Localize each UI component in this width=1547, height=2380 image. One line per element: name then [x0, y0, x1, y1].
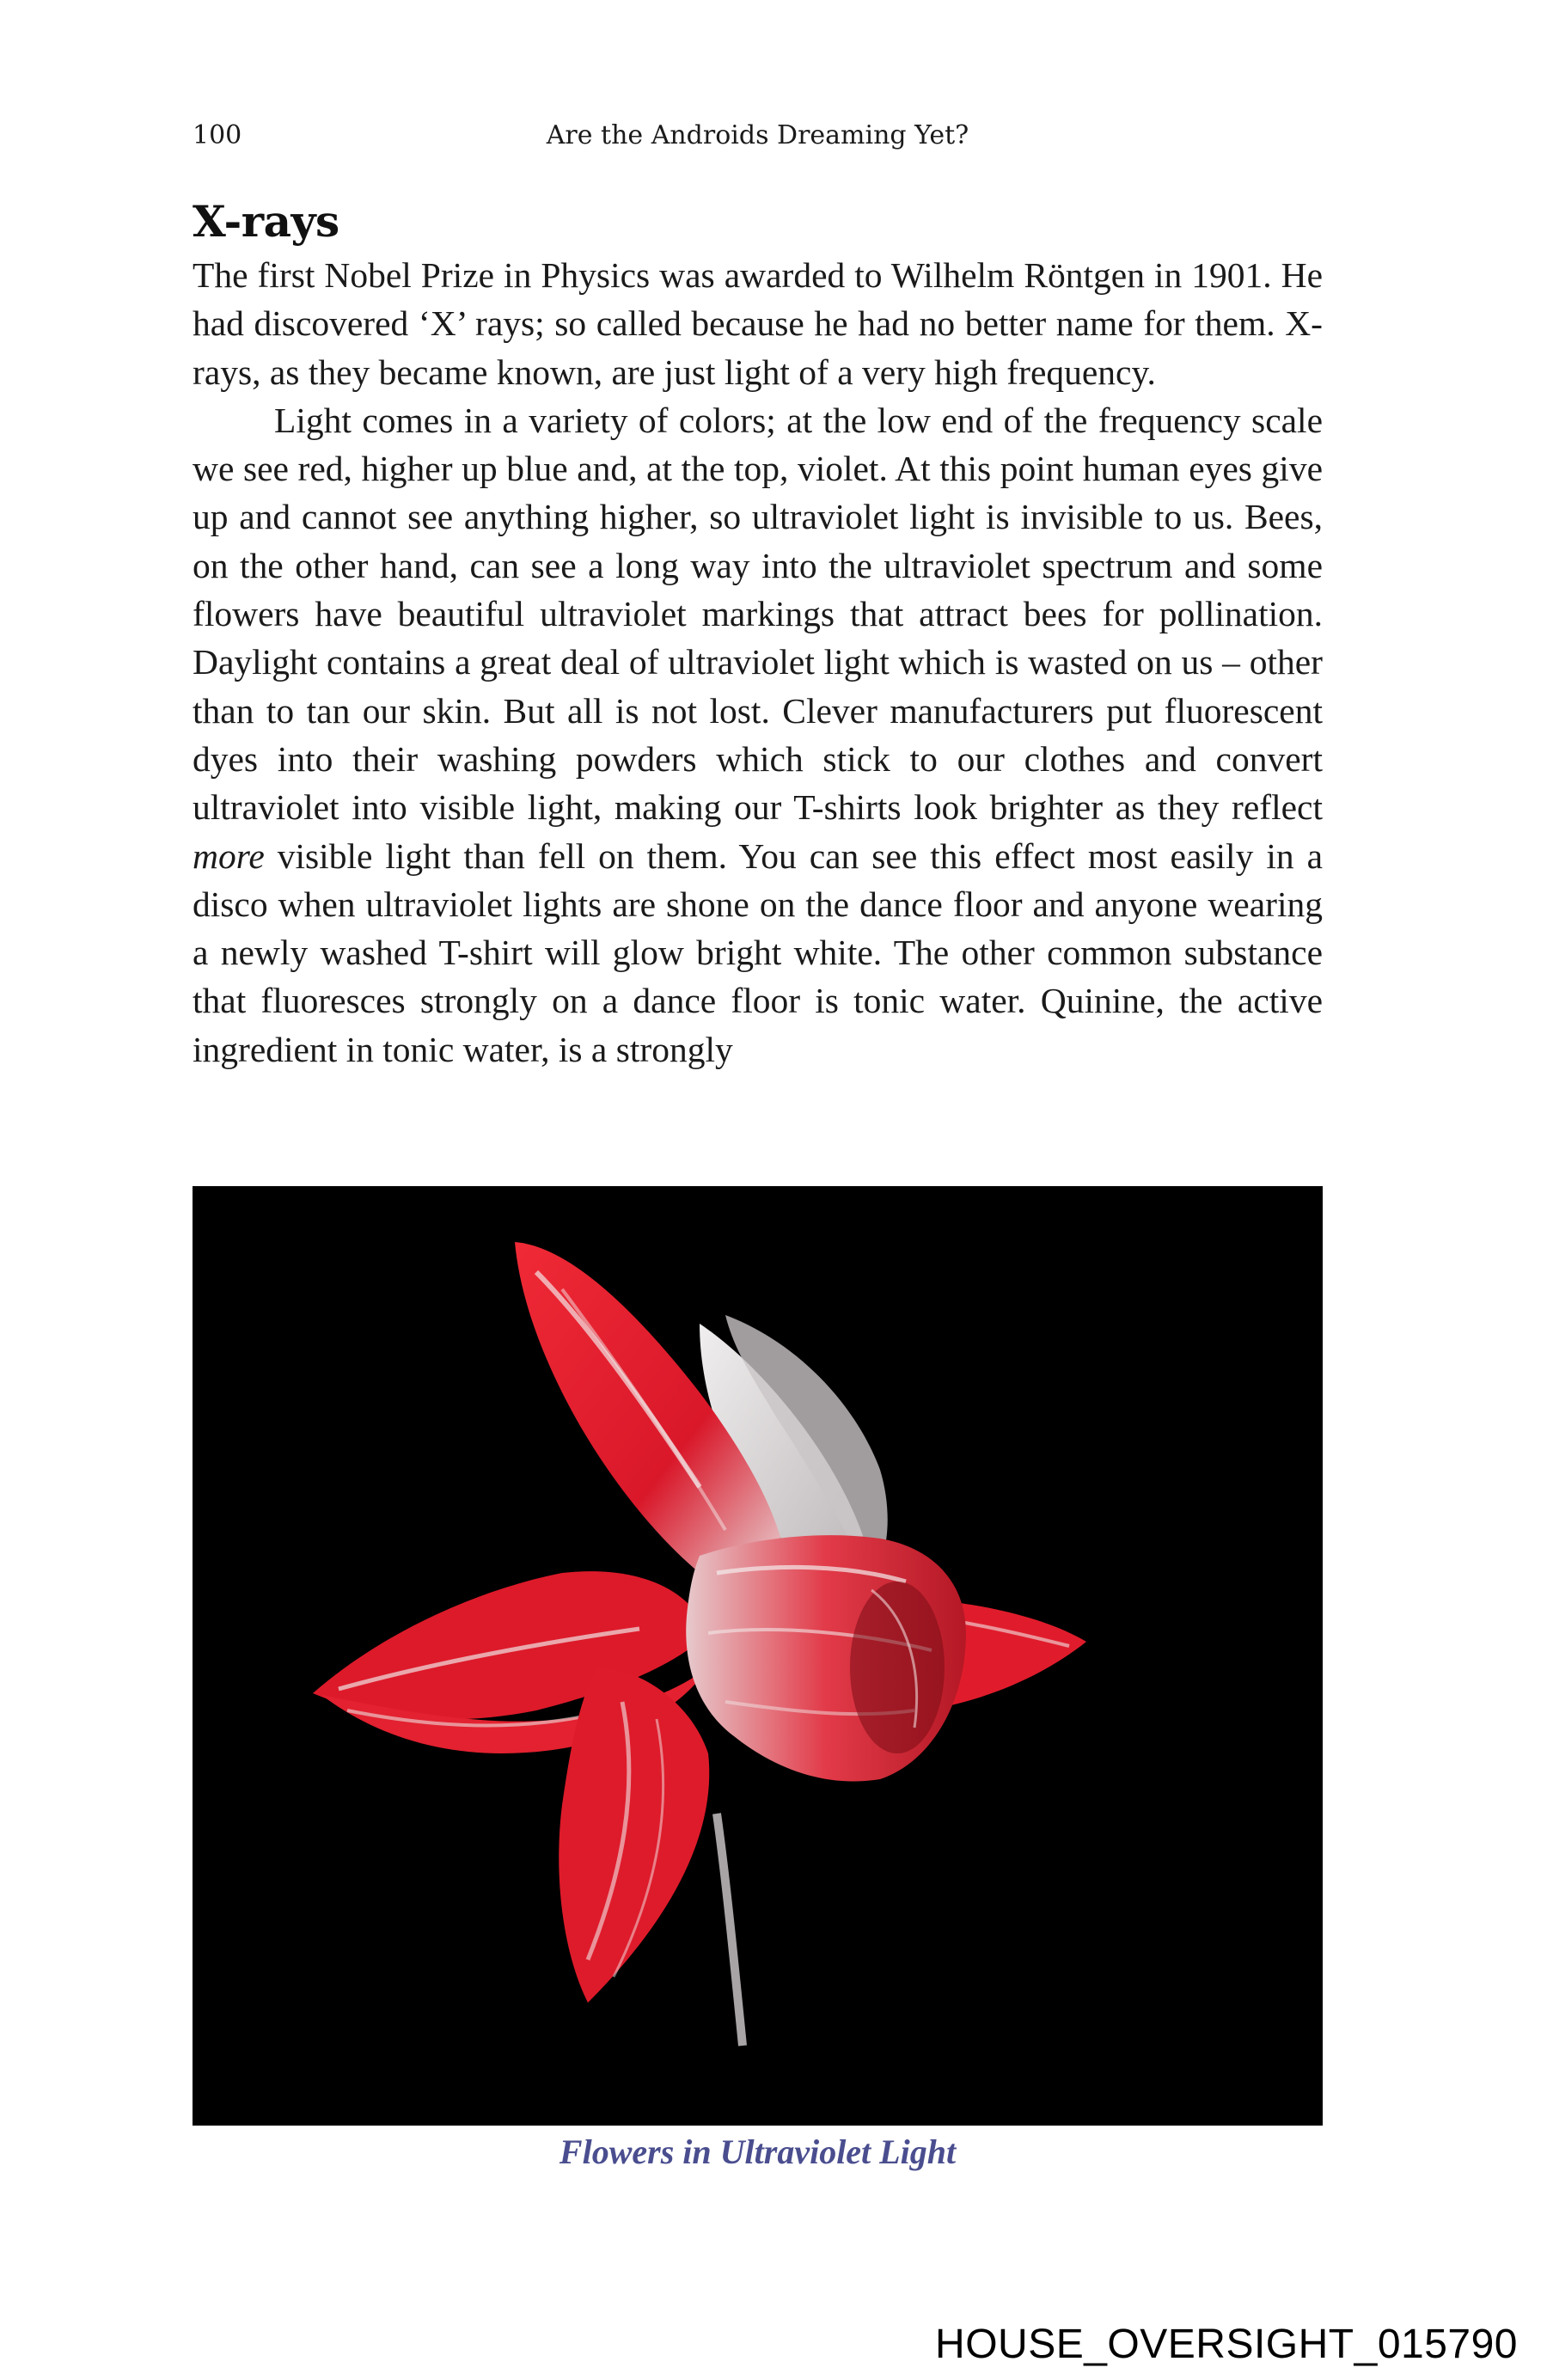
running-head [193, 120, 1323, 163]
bates-number: HOUSE_OVERSIGHT_015790 [935, 2322, 1518, 2367]
flower-illustration [193, 1186, 1323, 2126]
emphasis-more: more [193, 835, 265, 876]
paragraph-1: The first Nobel Prize in Physics was awarded to Wilhelm Röntgen in 1901. He had discovered ‘X’ rays; so called because he had no better name for them. X-rays, as they became known, are just light of a very high frequency. [193, 255, 1323, 392]
page-number: 100 [193, 120, 242, 150]
body-text [193, 251, 1323, 1074]
paragraph-2-text-start: Light comes in a variety of colors; at the low end of the frequency scale we see red, higher up blue and, at the top, violet. At this point human eyes give up and cannot see anything higher, so ultraviolet light is invisible to us. Bees, on the other hand, can see a long way into the ultraviolet spectrum and some flowers have beautiful ultraviolet markings that attract bees for pollination. Daylight contains a great deal of ultraviolet light which is wasted on us – other than to tan our skin. But all is not lost. Clever manufacturers put fluorescent dyes into their washing powders which stick to our clothes and convert ultraviolet into visible light, making our T-shirts look brighter as they reflect [193, 400, 1323, 828]
paragraph-2-text-end: visible light than fell on them. You can see this effect most easily in a disco when ultraviolet lights are shone on the dance floor and anyone wearing a newly washed T-shirt will glow bright white. The other common substance that fluoresces strongly on a dance floor is tonic water. Quinine, the active ingredient in tonic water, is a strongly [193, 835, 1323, 1069]
section-heading: X-rays [193, 196, 339, 247]
book-title: Are the Androids Dreaming Yet? [546, 120, 969, 150]
paragraph-2 [193, 396, 1323, 1074]
figure-caption: Flowers in Ultraviolet Light [559, 2132, 957, 2171]
flower-photo [193, 1186, 1323, 2126]
